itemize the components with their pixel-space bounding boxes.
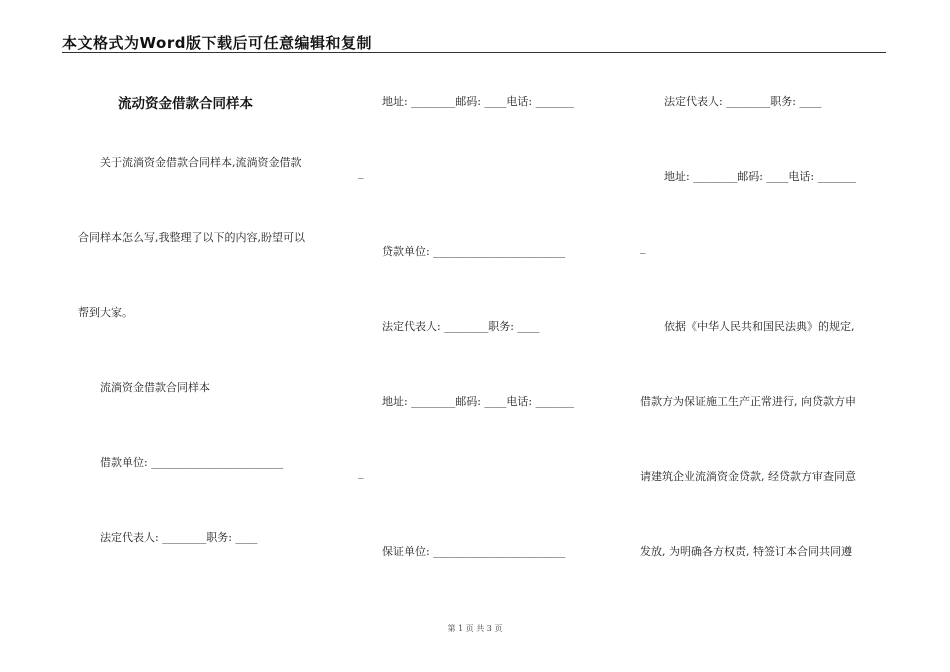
legal-rep-field: 法定代表人: ________职务: ____ [382,320,540,333]
paragraph-line: 帮到大家。 [78,306,133,319]
paragraph-line: 请建筑企业流淌资金贷款, 经贷款方审查同意 [640,470,856,483]
paragraph-line: 借款方为保证施工生产正常进行, 向贷款方申 [640,395,856,408]
underscore-mark: _ [358,466,364,479]
underscore-mark: _ [358,166,364,179]
guarantor-field: 保证单位: ________________________ [382,545,566,558]
paragraph-line: 发放, 为明确各方权责, 特签订本合同共同遵 [640,545,852,558]
address-field: 地址: ________邮码: ____电话: _______ [382,395,575,408]
legal-rep-field: 法定代表人: ________职务: ____ [100,531,258,544]
paragraph-line: 关于流淌资金借款合同样本,流淌资金借款 [100,156,302,169]
underscore-mark: _ [640,241,646,254]
paragraph-line: 合同样本怎么写,我整理了以下的内容,盼望可以 [78,231,305,244]
lender-field: 贷款单位: ________________________ [382,245,566,258]
address-field: 地址: ________邮码: ____电话: _______ [382,95,575,108]
address-field: 地址: ________邮码: ____电话: _______ [664,170,857,183]
paragraph-line: 依据《中华人民共和国民法典》的规定, [664,320,855,333]
document-title: 流动资金借款合同样本 [118,96,253,112]
legal-rep-field: 法定代表人: ________职务: ____ [664,95,822,108]
header-divider [62,52,886,53]
borrower-field: 借款单位: ________________________ [100,456,284,469]
page-number: 第 1 页 共 3 页 [447,624,503,633]
page-header-title: 本文格式为Word版下载后可任意编辑和复制 [62,34,372,52]
paragraph-line: 流淌资金借款合同样本 [100,381,210,394]
